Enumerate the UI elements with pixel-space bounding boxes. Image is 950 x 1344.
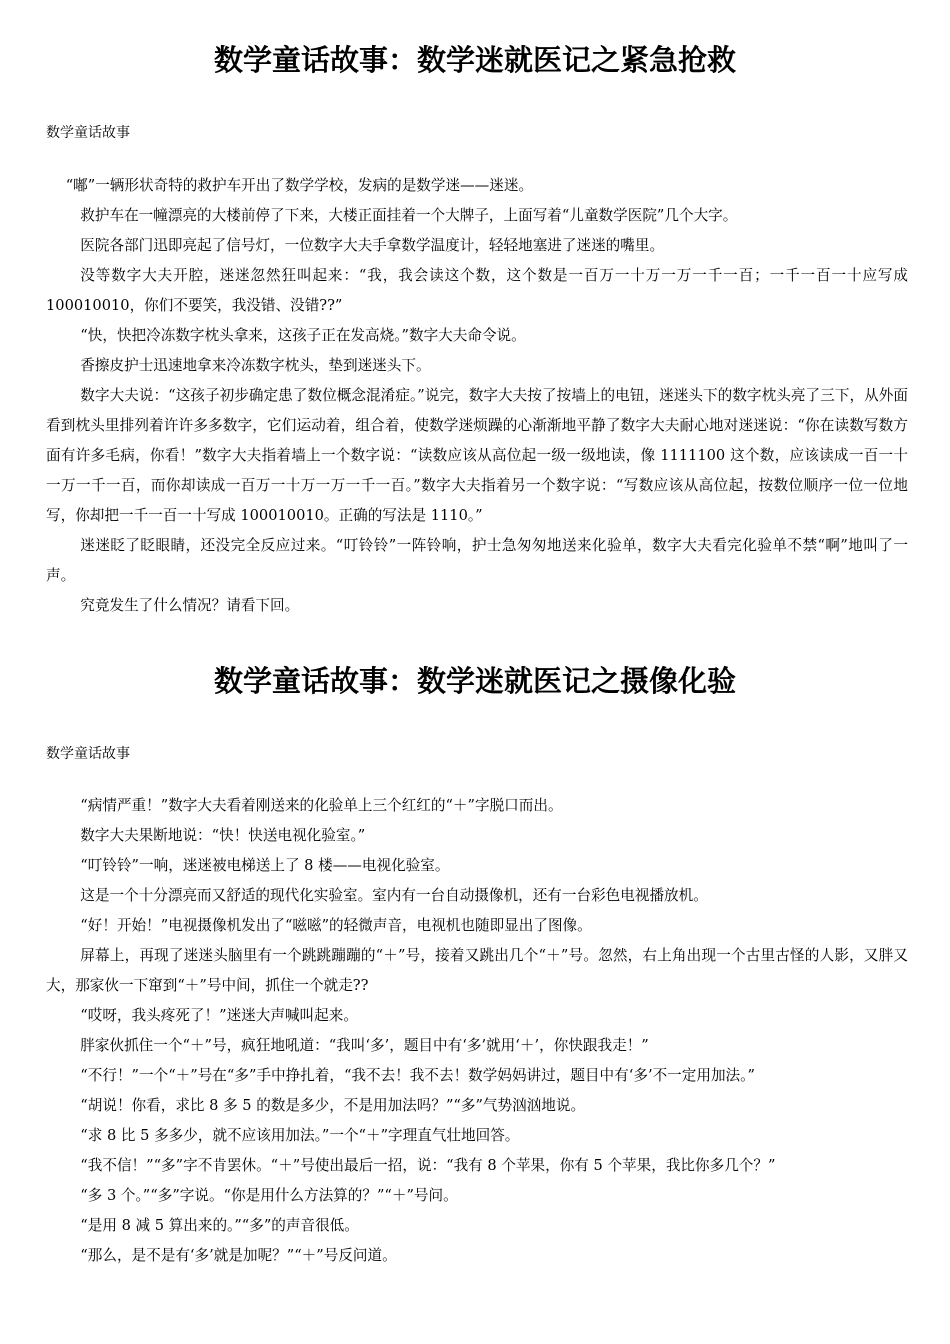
story-2-paragraph: “不行！”一个“＋”号在“多”手中挣扎着，“我不去！我不去！数学妈妈讲过，题目中有‘多’不一定用加法。”: [80, 1067, 755, 1084]
story-1-body: [46, 171, 908, 621]
story-2-paragraph: “好！开始！”电视摄像机发出了“嗞嗞”的轻微声音，电视机也随即显出了图像。: [80, 917, 592, 934]
story-2-paragraph: “那么，是不是有‘多’就是加呢？”“＋”号反问道。: [80, 1247, 397, 1264]
story-1-paragraph: “嘟”一辆形状奇特的救护车开出了数学学校，发病的是数学迷——迷迷。: [65, 177, 534, 194]
story-1-paragraph: 医院各部门迅即亮起了信号灯，一位数字大夫手拿数学温度计，轻轻地塞进了迷迷的嘴里。: [80, 237, 665, 254]
story-2-paragraph: “病情严重！”数字大夫看着刚送来的化验单上三个红红的“＋”字脱口而出。: [80, 797, 563, 814]
story-1-paragraph: 数字大夫说：“这孩子初步确定患了数位概念混淆症。”说完，数字大夫按了按墙上的电钮，迷迷头下的数字枕头亮了三下，从外面看到枕头里排列着许许多多数字，它们运动着，组合着，使数学迷烦躁的心渐渐地平静了数字大夫耐心地对迷迷说：“你在读数写数方面有许多毛病，你看！”数字大夫指着墙上一个数字说：“读数应该从高位起一级一级地读，像 1111100 这个数，应该读成一百一十一万一千一百，而你却读成一百万一十万一万一千一百。”数字大夫指着另一个数字说：“写数应该从高位起，按数位顺序一位一位地写，你却把一千一百一十写成 100010010。正确的写法是 1110。”: [46, 387, 908, 524]
story-2-paragraph: “是用 8 减 5 算出来的。”“多”的声音很低。: [80, 1217, 359, 1234]
story-1-category-label: 数学童话故事: [46, 125, 130, 141]
story-2-body: [46, 791, 908, 1271]
story-2-paragraph: 数字大夫果断地说：“快！快送电视化验室。”: [80, 827, 366, 844]
story-2-paragraph: 胖家伙抓住一个“＋”号，疯狂地吼道：“我叫‘多’，题目中有‘多’就用‘＋’，你快跟我走！”: [80, 1037, 649, 1054]
story-2-title: 数学童话故事：数学迷就医记之摄像化验: [213, 664, 736, 698]
story-2-category-label: 数学童话故事: [46, 746, 130, 762]
story-1-title: 数学童话故事：数学迷就医记之紧急抢救: [213, 43, 736, 77]
story-2-paragraph: 屏幕上，再现了迷迷头脑里有一个跳跳蹦蹦的“＋”号，接着又跳出几个“＋”号。忽然，右上角出现一个古里古怪的人影，又胖又大，那家伙一下窜到“＋”号中间，抓住一个就走??: [46, 947, 908, 994]
story-1-paragraph: 没等数字大夫开腔，迷迷忽然狂叫起来：“我，我会读这个数，这个数是一百万一十万一万一千一百；一千一百一十应写成 100010010，你们不要笑，我没错、没错??”: [46, 267, 908, 314]
story-2-paragraph: “胡说！你看，求比 8 多 5 的数是多少，不是用加法吗？”“多”气势汹汹地说。: [80, 1097, 586, 1114]
story-1-paragraph: 香擦皮护士迅速地拿来冷冻数字枕头，垫到迷迷头下。: [80, 357, 431, 374]
story-1-paragraph: 迷迷眨了眨眼睛，还没完全反应过来。“叮铃铃”一阵铃响，护士急匆匆地送来化验单，数字大夫看完化验单不禁“啊”地叫了一声。: [46, 537, 908, 584]
story-2-paragraph: “多 3 个。”“多”字说。“你是用什么方法算的？”“＋”号问。: [80, 1187, 458, 1204]
story-2-paragraph: 这是一个十分漂亮而又舒适的现代化实验室。室内有一台自动摄像机，还有一台彩色电视播放机。: [80, 887, 708, 904]
story-1-paragraph: “快，快把冷冻数字枕头拿来，这孩子正在发高烧。”数字大夫命令说。: [80, 327, 526, 344]
story-2-paragraph: “我不信！”“多”字不肯罢休。“＋”号使出最后一招，说：“我有 8 个苹果，你有 5 个苹果，我比你多几个？”: [80, 1157, 776, 1174]
story-1-paragraph: 究竟发生了什么情况？请看下回。: [80, 597, 300, 614]
story-2-paragraph: “叮铃铃”一响，迷迷被电梯送上了 8 楼——电视化验室。: [80, 857, 450, 874]
story-1-paragraph: 救护车在一幢漂亮的大楼前停了下来，大楼正面挂着一个大牌子，上面写着“儿童数学医院”几个大字。: [80, 207, 738, 224]
story-2-paragraph: “求 8 比 5 多多少，就不应该用加法。”一个“＋”字理直气壮地回答。: [80, 1127, 520, 1144]
story-2-paragraph: “哎呀，我头疼死了！”迷迷大声喊叫起来。: [80, 1007, 358, 1024]
